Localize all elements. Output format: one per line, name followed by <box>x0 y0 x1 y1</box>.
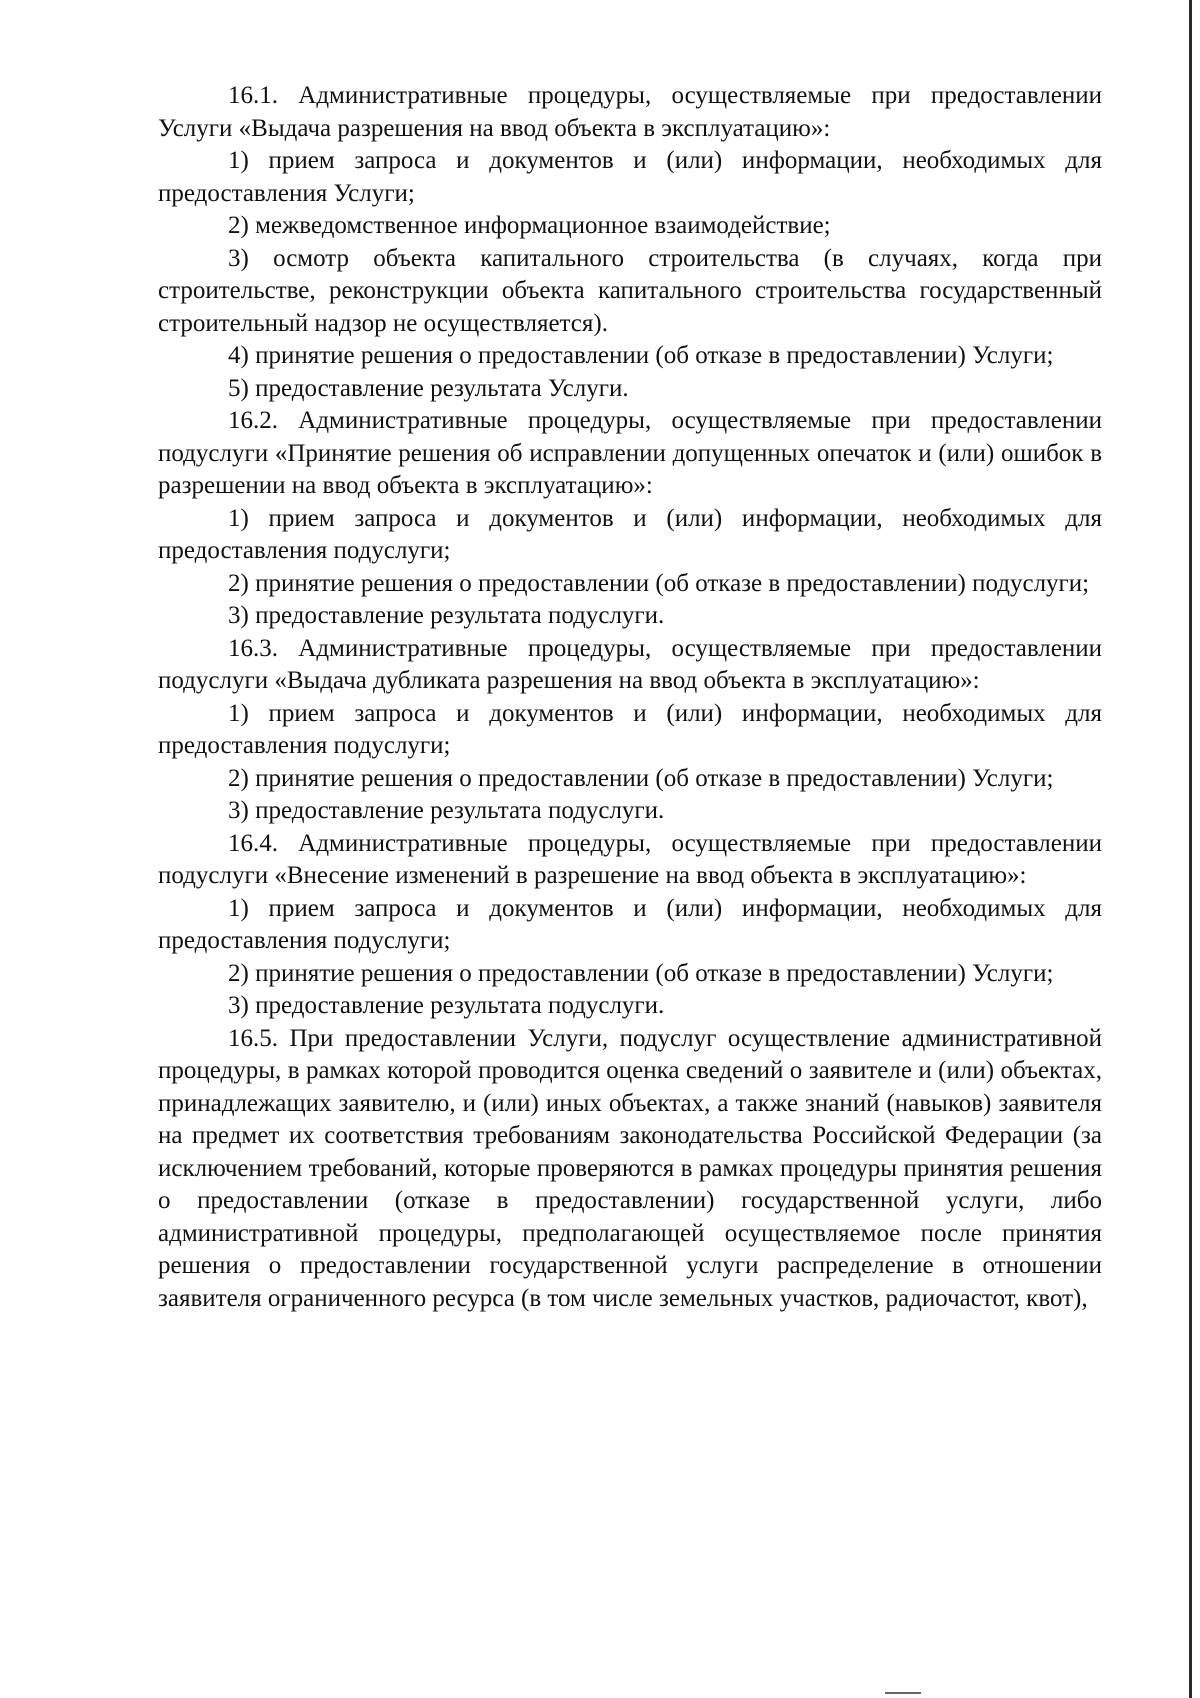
list-item: 1) прием запроса и документов и (или) информации, необходимых для предоставления Услуги; <box>158 147 1102 207</box>
section-16-1-heading: 16.1. Административные процедуры, осуществляемые при предоставлении Услуги «Выдача разрешения на ввод объекта в эксплуатацию»: <box>158 82 1102 142</box>
document-page <box>158 80 1102 1315</box>
list-item: 2) межведомственное информационное взаимодействие; <box>228 212 831 239</box>
list-item: 4) принятие решения о предоставлении (об отказе в предоставлении) Услуги; <box>228 342 1054 369</box>
list-item: 1) прием запроса и документов и (или) информации, необходимых для предоставления подуслуги; <box>158 504 1102 564</box>
section-16-5-paragraph: 16.5. При предоставлении Услуги, подуслуг осуществление административной процедуры, в рамках которой проводится оценка сведений о заявителе и (или) объектах, принадлежащих заявителю, и (или) иных объектах, а также знаний (навыков) заявителя на предмет их соответствия требованиям законодательства Российской Федерации (за исключением требований, которые проверяются в рамках процедуры принятия решения о предоставлении (отказе в предоставлении) государственной услуги, либо административной процедуры, предполагающей осуществляемое после принятия решения о предоставлении государственной услуги распределение в отношении заявителя ограниченного ресурса (в том числе земельных участков, радиочастот, квот), <box>158 1024 1102 1312</box>
list-item: 3) предоставление результата подуслуги. <box>228 797 665 824</box>
section-16-2-heading: 16.2. Административные процедуры, осуществляемые при предоставлении подуслуги «Принятие решения об исправлении допущенных опечаток и (или) ошибок в разрешении на ввод объекта в эксплуатацию»: <box>158 407 1102 499</box>
list-item: 1) прием запроса и документов и (или) информации, необходимых для предоставления подуслуги; <box>158 894 1102 954</box>
list-item: 3) предоставление результата подуслуги. <box>228 602 665 629</box>
list-item: 5) предоставление результата Услуги. <box>228 374 629 402</box>
section-16-3-heading: 16.3. Административные процедуры, осуществляемые при предоставлении подуслуги «Выдача дубликата разрешения на ввод объекта в эксплуатацию»: <box>158 634 1102 694</box>
list-item: 2) принятие решения о предоставлении (об отказе в предоставлении) Услуги; <box>228 764 1054 792</box>
section-16-4-heading: 16.4. Административные процедуры, осуществляемые при предоставлении подуслуги «Внесение изменений в разрешение на ввод объекта в эксплуатацию»: <box>158 829 1102 889</box>
list-item: 3) предоставление результата подуслуги. <box>228 992 665 1019</box>
list-item: 2) принятие решения о предоставлении (об отказе в предоставлении) подуслуги; <box>228 569 1090 597</box>
list-item: 3) осмотр объекта капитального строительства (в случаях, когда при строительстве, реконструкции объекта капитального строительства государственный строительный надзор не осуществляется). <box>158 244 1102 337</box>
list-item: 2) принятие решения о предоставлении (об отказе в предоставлении) Услуги; <box>228 959 1054 987</box>
list-item: 1) прием запроса и документов и (или) информации, необходимых для предоставления подуслуги; <box>158 699 1102 759</box>
scan-page-edge <box>1189 0 1192 1698</box>
scan-artifact-mark <box>885 1692 921 1694</box>
